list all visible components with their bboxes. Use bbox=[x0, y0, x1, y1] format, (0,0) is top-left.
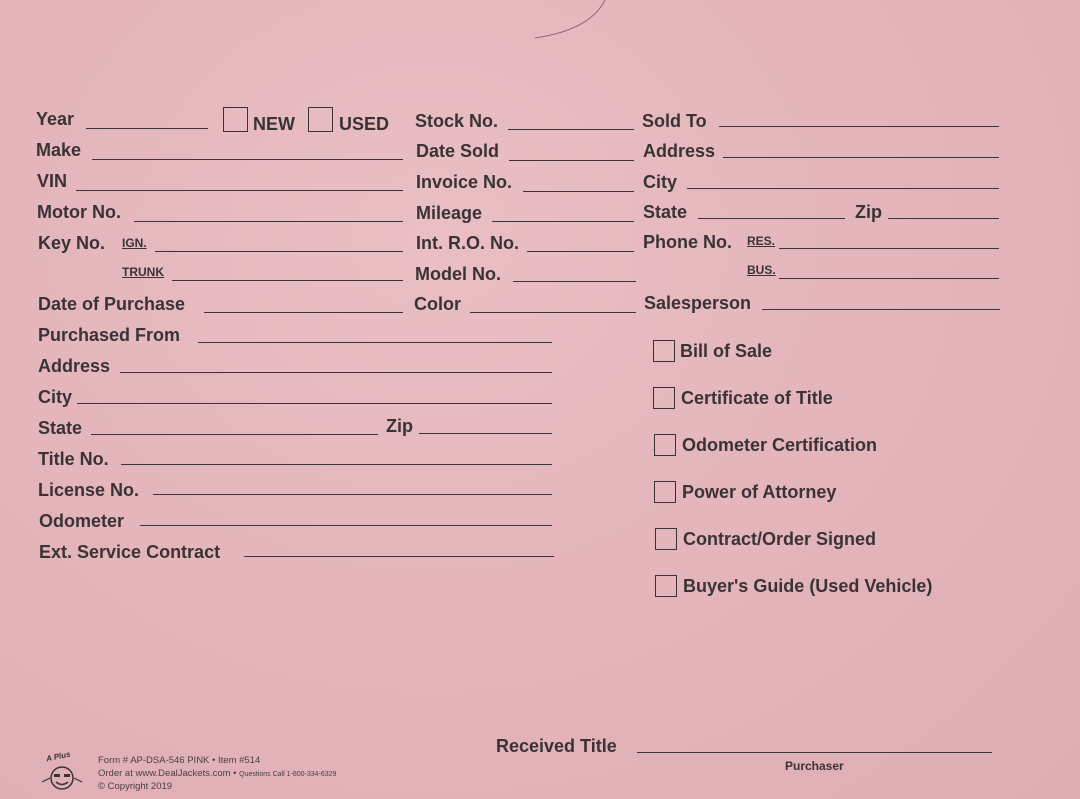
power-of-attorney-label: Power of Attorney bbox=[682, 482, 837, 502]
right-address-line[interactable] bbox=[723, 157, 999, 158]
bill-of-sale-label: Bill of Sale bbox=[680, 341, 773, 361]
order-url: Order at www.DealJackets.com • bbox=[98, 768, 237, 779]
right-state-label: State bbox=[643, 202, 688, 222]
purchased-from-label: Purchased From bbox=[38, 325, 181, 345]
ign-line[interactable] bbox=[155, 251, 403, 252]
odometer-certification-checkbox[interactable] bbox=[654, 434, 676, 456]
date-sold-line[interactable] bbox=[509, 160, 634, 161]
date-of-purchase-label: Date of Purchase bbox=[38, 294, 186, 314]
bus-label: BUS. bbox=[747, 263, 776, 277]
zip-label: Zip bbox=[386, 416, 413, 436]
color-label: Color bbox=[414, 294, 461, 314]
city-line[interactable] bbox=[77, 403, 552, 404]
phone-no-label: Phone No. bbox=[643, 232, 732, 252]
odometer-label: Odometer bbox=[39, 511, 125, 531]
right-zip-label: Zip bbox=[855, 202, 882, 222]
title-no-line[interactable] bbox=[121, 464, 552, 465]
used-label: USED bbox=[339, 114, 390, 134]
purchaser-label: Purchaser bbox=[785, 759, 844, 773]
stock-no-line[interactable] bbox=[508, 129, 634, 130]
license-no-label: License No. bbox=[38, 480, 140, 500]
odometer-line[interactable] bbox=[140, 525, 552, 526]
sold-to-line[interactable] bbox=[719, 126, 999, 127]
color-line[interactable] bbox=[470, 312, 636, 313]
right-state-line[interactable] bbox=[698, 218, 845, 219]
copyright: © Copyright 2019 bbox=[98, 781, 173, 792]
year-line[interactable] bbox=[86, 128, 208, 129]
buyers-guide-checkbox[interactable] bbox=[655, 575, 677, 597]
license-no-line[interactable] bbox=[153, 494, 552, 495]
received-title-label: Received Title bbox=[496, 736, 617, 756]
res-line[interactable] bbox=[779, 248, 999, 249]
vin-line[interactable] bbox=[76, 190, 403, 191]
state-line[interactable] bbox=[91, 434, 378, 435]
bus-line[interactable] bbox=[779, 278, 999, 279]
key-no-label: Key No. bbox=[38, 233, 106, 253]
logo-text: A Plus bbox=[45, 749, 72, 764]
salesperson-line[interactable] bbox=[762, 309, 1000, 310]
order-line bbox=[98, 768, 336, 781]
model-no-label: Model No. bbox=[415, 264, 501, 284]
bill-of-sale-checkbox[interactable] bbox=[653, 340, 675, 362]
certificate-of-title-label: Certificate of Title bbox=[681, 388, 833, 408]
int-ro-no-label: Int. R.O. No. bbox=[416, 233, 519, 253]
ext-service-contract-label: Ext. Service Contract bbox=[39, 542, 221, 562]
date-sold-label: Date Sold bbox=[416, 141, 500, 161]
int-ro-no-line[interactable] bbox=[527, 251, 634, 252]
motor-no-label: Motor No. bbox=[37, 202, 121, 222]
address-line[interactable] bbox=[120, 372, 552, 373]
mileage-line[interactable] bbox=[492, 221, 634, 222]
invoice-no-line[interactable] bbox=[523, 191, 634, 192]
new-label: NEW bbox=[253, 114, 295, 134]
res-label: RES. bbox=[747, 234, 776, 248]
state-label: State bbox=[38, 418, 83, 438]
contract-order-signed-checkbox[interactable] bbox=[655, 528, 677, 550]
invoice-no-label: Invoice No. bbox=[416, 172, 513, 192]
date-of-purchase-line[interactable] bbox=[204, 312, 403, 313]
trunk-label: TRUNK bbox=[122, 265, 164, 279]
certificate-of-title-checkbox[interactable] bbox=[653, 387, 675, 409]
salesperson-label: Salesperson bbox=[644, 293, 752, 313]
right-address-label: Address bbox=[643, 141, 716, 161]
paper-crease bbox=[520, 0, 630, 45]
power-of-attorney-checkbox[interactable] bbox=[654, 481, 676, 503]
used-checkbox[interactable] bbox=[308, 107, 333, 132]
stock-no-label: Stock No. bbox=[415, 111, 499, 131]
zip-line[interactable] bbox=[419, 433, 552, 434]
address-label: Address bbox=[38, 356, 111, 376]
contract-order-signed-label: Contract/Order Signed bbox=[683, 529, 877, 549]
make-label: Make bbox=[36, 140, 82, 160]
title-no-label: Title No. bbox=[38, 449, 109, 469]
vin-label: VIN bbox=[37, 171, 68, 191]
ign-label: IGN. bbox=[122, 236, 147, 250]
right-city-label: City bbox=[643, 172, 678, 192]
right-city-line[interactable] bbox=[687, 188, 999, 189]
right-zip-line[interactable] bbox=[888, 218, 999, 219]
purchased-from-line[interactable] bbox=[198, 342, 552, 343]
motor-no-line[interactable] bbox=[134, 221, 403, 222]
sold-to-label: Sold To bbox=[642, 111, 707, 131]
city-label: City bbox=[38, 387, 73, 407]
buyers-guide-label: Buyer's Guide (Used Vehicle) bbox=[683, 576, 933, 596]
form-number: Form # AP-DSA-546 PINK • Item #514 bbox=[98, 755, 261, 766]
model-no-line[interactable] bbox=[513, 281, 636, 282]
trunk-line[interactable] bbox=[172, 280, 403, 281]
received-title-line[interactable] bbox=[637, 752, 992, 753]
odometer-certification-label: Odometer Certification bbox=[682, 435, 878, 455]
ext-service-contract-line[interactable] bbox=[244, 556, 554, 557]
make-line[interactable] bbox=[92, 159, 403, 160]
year-label: Year bbox=[36, 109, 75, 129]
mileage-label: Mileage bbox=[416, 203, 483, 223]
questions-phone: Questions Call 1-800-334-6329 bbox=[239, 771, 337, 778]
new-checkbox[interactable] bbox=[223, 107, 248, 132]
